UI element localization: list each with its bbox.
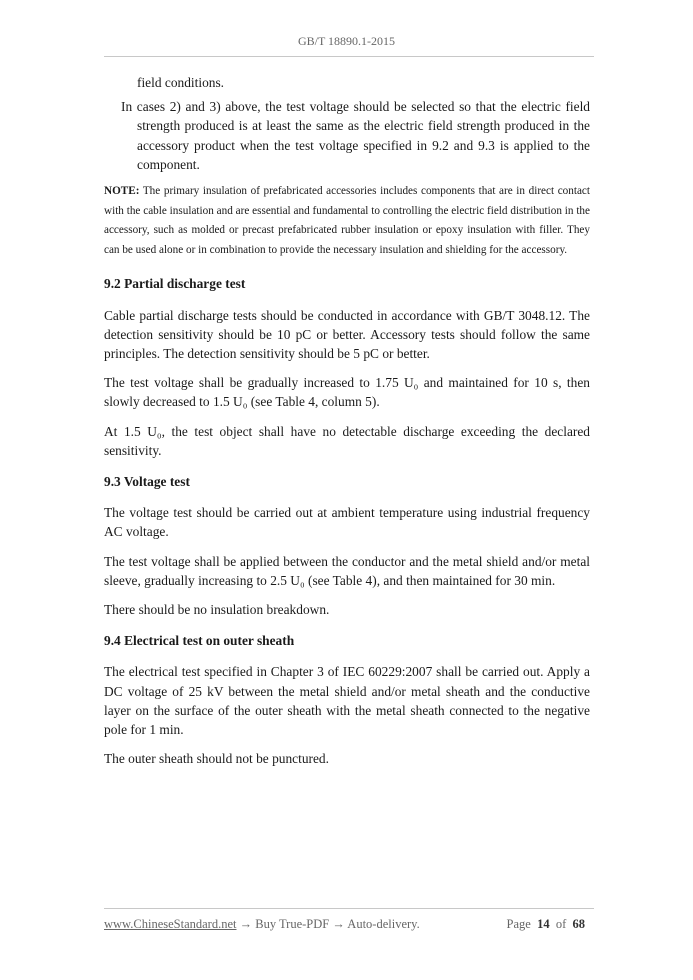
section-9-2-para-1: Cable partial discharge tests should be conducted in accordance with GB/T 3048.12. The detection sensitivity should be 10 pC or better. Accessory tests should follow the same principles. The detection sensitivity should be 5 pC or better. [104, 307, 590, 361]
note-label: NOTE: [104, 185, 140, 198]
section-9-2-para-2: The test voltage shall be gradually increased to 1.75 U₀ and maintained for 10 s, then slowly decreased to 1.5 U₀ (see Table 4, column 5). [104, 375, 590, 410]
of-label: of [555, 917, 567, 931]
section-9-4-para-2: The outer sheath should not be punctured. [104, 751, 329, 767]
footer-promo [104, 917, 420, 932]
section-9-3-para-3: There should be no insulation breakdown. [104, 602, 330, 618]
section-9-2-para-3: At 1.5 U₀, the test object shall have no detectable discharge exceeding the declared sensitivity. [104, 423, 590, 458]
total-pages: 68 [572, 917, 585, 931]
note-text: The primary insulation of prefabricated accessories includes components that are in direct contact with the cable insulation and are essential and fundamental to controlling the electric field distribution in the accessory, such as molded or precast prefabricated rubber insulation or epoxy insulation with filler. They can be used alone or in combination to provide the necessary insulation and shielding for the accessory. [104, 185, 590, 256]
header-divider [104, 56, 594, 57]
section-9-3-para-2: The test voltage shall be applied between the conductor and the metal shield and/or metal sleeve, gradually increasing to 2.5 U₀ (see Table 4), and then maintained for 30 min. [104, 553, 590, 588]
section-9-4-heading: 9.4 Electrical test on outer sheath [104, 633, 295, 649]
section-9-3-para-1: The voltage test should be carried out at ambient temperature using industrial frequency AC voltage. [104, 505, 590, 540]
page-indicator [507, 917, 585, 932]
footer-promo-text: → Buy True-PDF → Auto-delivery. [236, 917, 420, 931]
section-9-3-heading: 9.3 Voltage test [104, 474, 190, 490]
page-label: Page [506, 917, 531, 931]
page-content [104, 73, 590, 768]
footer-site-link[interactable]: www.ChineseStandard.net [104, 917, 237, 931]
section-9-4-para-1: The electrical test specified in Chapter 3 of IEC 60229:2007 shall be carried out. Apply a DC voltage of 25 kV between the metal shield and/or metal sheath and the conductive layer on the surface of the outer sheath with the metal sheath connected to the negative pole for 1 min. [104, 664, 590, 738]
section-9-2-heading: 9.2 Partial discharge test [104, 276, 246, 292]
page-number: 14 [537, 917, 550, 931]
footer-divider [104, 908, 594, 909]
page-header: GB/T 18890.1-2015 [297, 34, 396, 48]
continuation-text: field conditions. [137, 75, 225, 90]
note-paragraph [104, 182, 590, 260]
cases-paragraph: In cases 2) and 3) above, the test voltage should be selected so that the electric field strength produced is at least the same as the electric field strength produced in the accessory product when the test voltage specified in 9.2 and 9.3 is applied to the component. [121, 99, 590, 172]
